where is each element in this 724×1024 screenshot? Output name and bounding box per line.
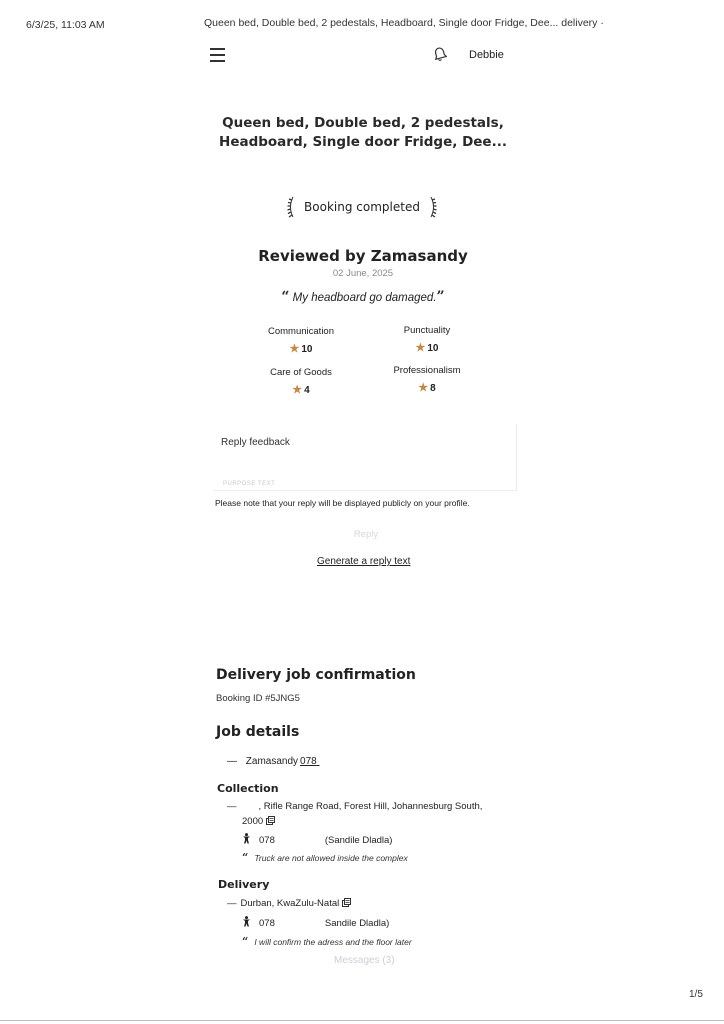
star-icon: ★ xyxy=(289,343,300,355)
delivery-note xyxy=(242,935,412,948)
dash: — xyxy=(227,898,237,909)
job-title-line-1: Queen bed, Double bed, 2 pedestals, xyxy=(222,115,504,131)
laurel-right-icon xyxy=(428,196,438,218)
collection-address-line-2: 2000 xyxy=(242,816,264,827)
rating-punctuality xyxy=(367,325,487,354)
page-number: 1/5 xyxy=(689,989,703,1000)
rating-value: 10 xyxy=(427,343,439,354)
footer-divider xyxy=(0,1020,724,1021)
booking-id: Booking ID #5JNG5 xyxy=(216,693,300,704)
reply-label: Reply feedback xyxy=(221,437,290,448)
copy-icon[interactable] xyxy=(342,898,351,907)
collection-contact-name: (Sandile Dladla) xyxy=(324,835,393,846)
review-date: 02 June, 2025 xyxy=(332,268,394,279)
dash: — xyxy=(227,756,237,767)
delivery-address-text: Durban, KwaZulu-Natal xyxy=(240,898,340,909)
quote-icon: “ xyxy=(242,935,249,948)
rating-label: Professionalism xyxy=(393,365,461,376)
job-title xyxy=(200,114,526,152)
job-title-line-2: Headboard, Single door Fridge, Dee... xyxy=(219,134,507,150)
collection-note-text: Truck are not allowed inside the complex xyxy=(254,853,408,863)
delivery-contact-name: Sandile Dladla) xyxy=(324,918,390,929)
job-details-heading: Job details xyxy=(216,724,300,740)
user-name[interactable]: Debbie xyxy=(469,49,504,61)
delivery-contact xyxy=(242,916,389,929)
customer-name: Zamasandy xyxy=(245,756,299,767)
print-page-title: Queen bed, Double bed, 2 pedestals, Headboard, Single door Fridge, Dee... delivery · xyxy=(204,17,604,29)
star-icon: ★ xyxy=(418,382,429,394)
customer-row xyxy=(227,756,320,767)
messages-link[interactable]: Messages (3) xyxy=(334,955,395,966)
reply-placeholder: PURPOSE TEXT xyxy=(223,481,276,487)
rating-value: 10 xyxy=(301,344,313,355)
delivery-contact-phone[interactable]: 078 xyxy=(259,918,275,929)
laurel-left-icon xyxy=(286,196,296,218)
collection-address-line-1: , Rifle Range Road, Forest Hill, Johannesburg South, xyxy=(258,801,483,812)
confirmation-heading: Delivery job confirmation xyxy=(216,667,416,683)
collection-contact-phone[interactable]: 078 xyxy=(259,835,275,846)
rating-label: Punctuality xyxy=(403,325,451,336)
rating-care-of-goods xyxy=(241,367,361,396)
rating-value: 4 xyxy=(304,385,310,396)
rating-value: 8 xyxy=(430,383,436,394)
print-datetime: 6/3/25, 11:03 AM xyxy=(26,19,105,31)
collection-heading: Collection xyxy=(217,782,279,795)
quote-icon: “ xyxy=(242,851,249,864)
person-icon xyxy=(242,916,251,927)
generate-reply-link[interactable]: Generate a reply text xyxy=(317,556,411,567)
open-quote-icon: “ xyxy=(281,289,290,305)
delivery-note-text: I will confirm the adress and the floor later xyxy=(254,937,412,947)
star-icon: ★ xyxy=(292,384,303,396)
rating-label: Communication xyxy=(268,326,334,337)
booking-status-label: Booking completed xyxy=(304,200,420,214)
rating-label: Care of Goods xyxy=(270,367,332,378)
star-icon: ★ xyxy=(415,342,426,354)
hamburger-menu-icon[interactable] xyxy=(210,48,225,62)
reply-button[interactable]: Reply xyxy=(353,529,379,540)
rating-professionalism xyxy=(367,365,487,394)
reply-public-note: Please note that your reply will be displayed publicly on your profile. xyxy=(215,498,470,508)
delivery-address xyxy=(227,896,351,911)
collection-note xyxy=(242,851,408,864)
rating-communication xyxy=(241,326,361,355)
collection-address xyxy=(227,799,517,829)
review-quote xyxy=(220,289,506,305)
bell-icon[interactable] xyxy=(433,46,447,62)
collection-contact xyxy=(242,833,392,846)
customer-phone-link[interactable]: 078 xyxy=(300,756,317,767)
review-text: My headboard go damaged. xyxy=(292,292,437,304)
close-quote-icon: ” xyxy=(436,289,445,305)
delivery-heading: Delivery xyxy=(218,878,270,891)
review-heading: Reviewed by Zamasandy xyxy=(258,247,468,265)
person-icon xyxy=(242,833,251,844)
copy-icon[interactable] xyxy=(266,816,275,825)
booking-status-badge xyxy=(284,195,440,219)
dash: — xyxy=(227,801,237,812)
